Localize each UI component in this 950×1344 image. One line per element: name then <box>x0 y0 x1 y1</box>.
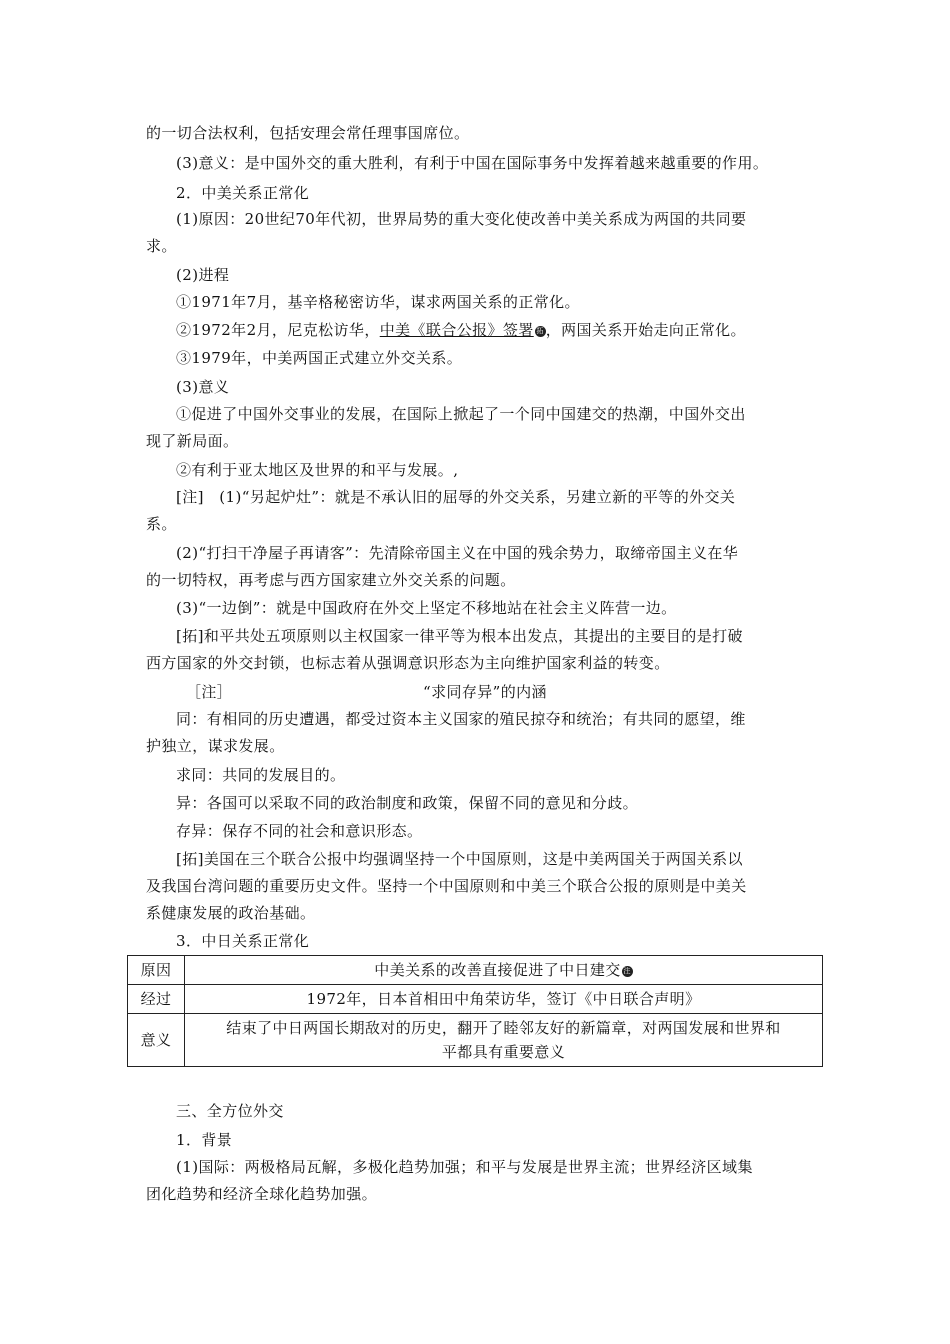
extension-note: 及我国台湾问题的重要历史文件。坚持一个中国原则和中美三个联合公报的原则是中美关 <box>146 877 747 895</box>
text: ，两国关系开始走向正常化。 <box>545 321 746 339</box>
paragraph: ①促进了中国外交事业的发展，在国际上掀起了一个同中国建交的热潮，中国外交出 <box>176 405 746 423</box>
paragraph: 存异：保存不同的社会和意识形态。 <box>176 822 423 840</box>
cell-text: 中美关系的改善直接促进了中日建交 <box>374 961 621 979</box>
underlined-text: 中美《联合公报》签署 <box>379 321 534 339</box>
list-item: ①1971年7月，基辛格秘密访华，谋求两国关系的正常化。 <box>176 293 580 311</box>
paragraph: 异：各国可以采取不同的政治制度和政策，保留不同的意见和分歧。 <box>176 794 639 812</box>
paragraph: 的一切合法权利，包括安理会常任理事国席位。 <box>146 124 470 142</box>
paragraph: 现了新局面。 <box>146 432 239 450</box>
list-item <box>176 320 746 340</box>
extension-note: [拓]和平共处五项原则以主权国家一律平等为根本出发点，其提出的主要目的是打破 <box>176 627 743 645</box>
paragraph: 同：有相同的历史遭遇，都受过资本主义国家的殖民掠夺和统治；有共同的愿望，维 <box>176 710 746 728</box>
list-item: ③1979年，中美两国正式建立外交关系。 <box>176 349 463 367</box>
table-header-cell: 经过 <box>128 985 185 1014</box>
note: 的一切特权，再考虑与西方国家建立外交关系的问题。 <box>146 571 516 589</box>
paragraph: 求。 <box>146 237 177 255</box>
note: (3)“一边倒”：就是中国政府在外交上坚定不移地站在社会主义阵营一边。 <box>176 599 677 617</box>
sino-japan-table <box>127 955 823 1067</box>
subheading: (3)意义 <box>176 378 230 396</box>
section-heading: 三、全方位外交 <box>176 1102 284 1120</box>
extension-note: 系健康发展的政治基础。 <box>146 904 316 922</box>
annotation-mark-icon: 注 <box>623 966 631 975</box>
note: 系。 <box>146 515 177 533</box>
cell-text: 平都具有重要意义 <box>441 1043 566 1061</box>
paragraph: 求同：共同的发展目的。 <box>176 766 346 784</box>
extension-note: 西方国家的外交封锁，也标志着从强调意识形态为主向维护国家利益的转变。 <box>146 654 670 672</box>
paragraph: ②有利于亚太地区及世界的和平与发展。, <box>176 461 459 479</box>
note-label: ［注］ <box>186 683 233 701</box>
section-heading: 2．中美关系正常化 <box>176 184 310 202</box>
paragraph: (3)意义：是中国外交的重大胜利，有利于中国在国际事务中发挥着越来越重要的作用。 <box>176 154 769 172</box>
table-header-cell: 原因 <box>128 956 185 985</box>
table-row <box>128 1014 823 1067</box>
note-title: “求同存异”的内涵 <box>423 683 547 701</box>
table-row <box>128 985 823 1014</box>
paragraph: 团化趋势和经济全球化趋势加强。 <box>146 1185 378 1203</box>
text: ②1972年2月，尼克松访华， <box>176 321 380 339</box>
table-header-cell: 意义 <box>128 1014 185 1067</box>
paragraph: 护独立，谋求发展。 <box>146 737 285 755</box>
annotation-mark-icon: 拓 <box>536 326 544 335</box>
table-cell <box>185 956 823 985</box>
section-heading: 3．中日关系正常化 <box>176 932 310 950</box>
paragraph: (1)原因：20世纪70年代初，世界局势的重大变化使改善中美关系成为两国的共同要 <box>176 210 747 228</box>
extension-note: [拓]美国在三个联合公报中均强调坚持一个中国原则，这是中美两国关于两国关系以 <box>176 850 743 868</box>
table-cell <box>185 1014 823 1067</box>
table-row <box>128 956 823 985</box>
note: [注] (1)“另起炉灶”：就是不承认旧的屈辱的外交关系，另建立新的平等的外交关 <box>176 488 736 506</box>
subheading: (2)进程 <box>176 266 230 284</box>
subheading: 1．背景 <box>176 1131 233 1149</box>
note: (2)“打扫干净屋子再请客”：先清除帝国主义在中国的残余势力，取缔帝国主义在华 <box>176 544 739 562</box>
paragraph: (1)国际：两极格局瓦解，多极化趋势加强；和平与发展是世界主流；世界经济区域集 <box>176 1158 753 1176</box>
table-cell: 1972年，日本首相田中角荣访华，签订《中日联合声明》 <box>185 985 823 1014</box>
cell-text: 结束了中日两国长期敌对的历史，翻开了睦邻友好的新篇章，对两国发展和世界和 <box>226 1019 781 1037</box>
